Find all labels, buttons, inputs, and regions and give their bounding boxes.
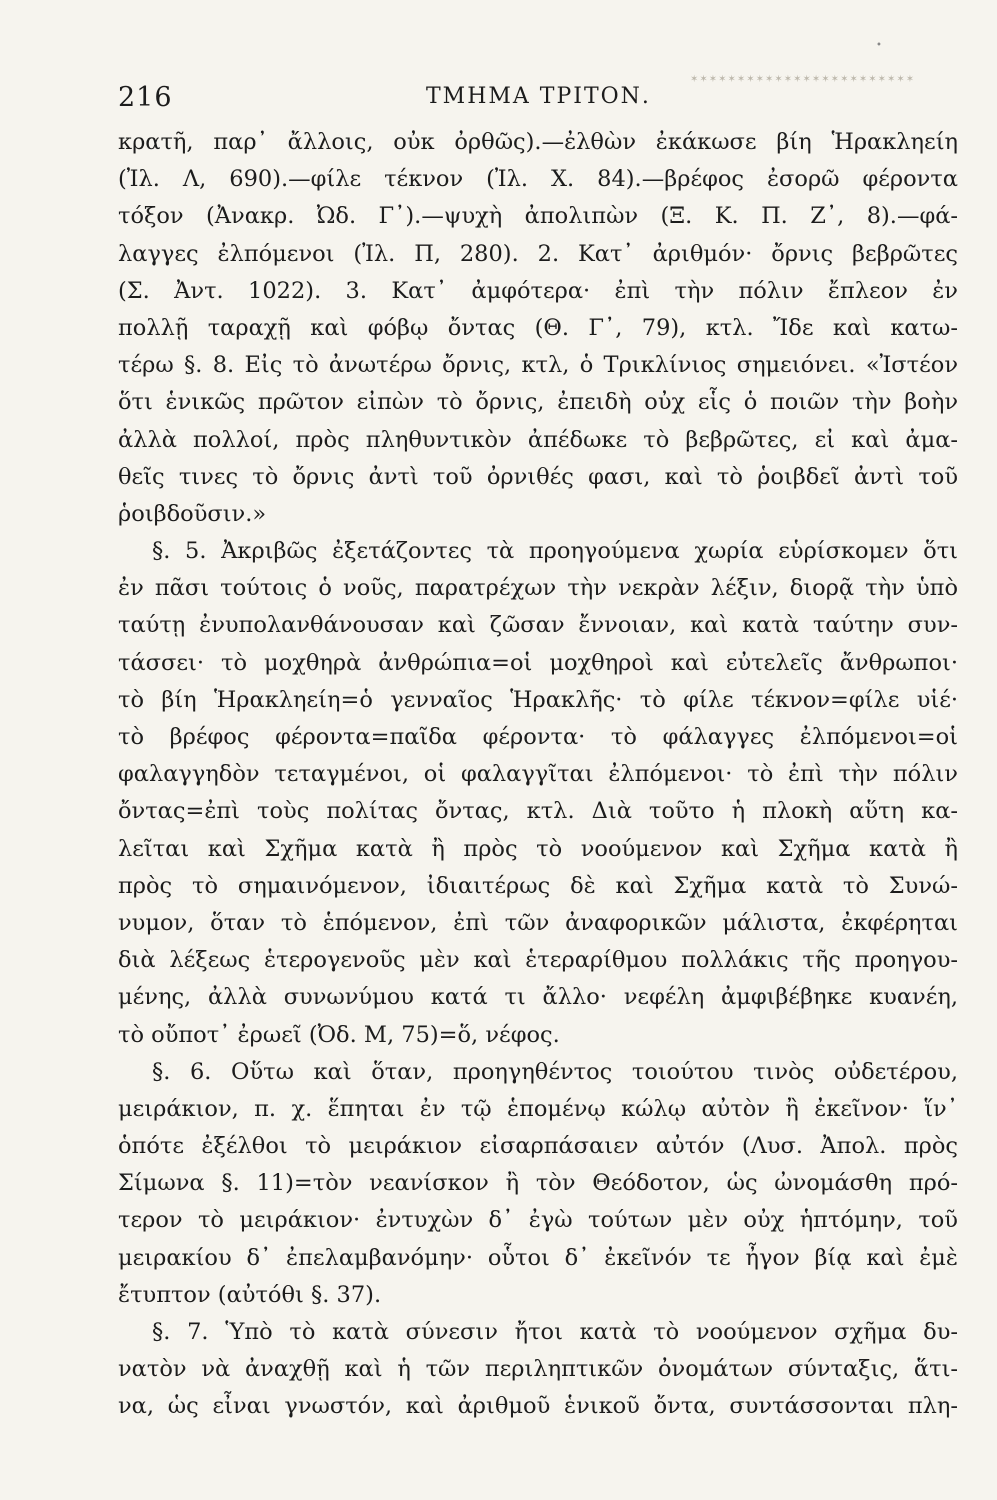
text-line: νατὸν νὰ ἀναχθῇ καὶ ἡ τῶν περιληπτικῶν ὀνομάτων σύνταξις, ἅτι- xyxy=(118,1356,958,1383)
text-line: ἐν πᾶσι τούτοις ὁ νοῦς, παρατρέχων τὴν νεκρὰν λέξιν, διορᾷ τὴν ὑπὸ xyxy=(118,575,958,602)
text-line: τόξον (Ἀνακρ. Ὠδ. Γ᾽).—ψυχὴ ἀπολιπὼν (Ξ. Κ. Π. Ζ᾽, 8).—φά- xyxy=(118,203,958,230)
text-line: ὅτι ἑνικῶς πρῶτον εἰπὼν τὸ ὄρνις, ἐπειδὴ οὐχ εἷς ὁ ποιῶν τὴν βοὴν xyxy=(118,389,958,416)
text-line: τέρω §. 8. Εἰς τὸ ἀνωτέρω ὄρνις, κτλ, ὁ Τρικλίνιος σημειόνει. «Ἰστέον xyxy=(118,352,958,379)
text-line: μειράκιον, π. χ. ἕπηται ἐν τῷ ἑπομένῳ κώλῳ αὐτὸν ἢ ἐκεῖνον· ἵν᾽ xyxy=(118,1095,958,1122)
text-line: ταύτῃ ἐνυπολανθάνουσαν καὶ ζῶσαν ἔννοιαν, καὶ κατὰ ταύτην συν- xyxy=(118,612,958,639)
page-header xyxy=(118,82,958,122)
text-line: πρὸς τὸ σημαινόμενον, ἰδιαιτέρως δὲ καὶ Σχῆμα κατὰ τὸ Συνώ- xyxy=(118,872,958,899)
text-line: τερον τὸ μειράκιον· ἐντυχὼν δ᾽ ἐγὼ τούτων μὲν οὐχ ἡπτόμην, τοῦ xyxy=(118,1207,958,1234)
text-line: Σίμωνα §. 11)=τὸν νεανίσκον ἢ τὸν Θεόδοτον, ὡς ὠνομάσθη πρό- xyxy=(118,1170,958,1197)
running-title: ΤΜΗΜΑ ΤΡΙΤΟΝ. xyxy=(426,84,651,109)
text-line: τὸ βρέφος φέροντα=παῖδα φέροντα· τὸ φάλαγγες ἐλπόμενοι=οἱ xyxy=(118,724,958,750)
text-line: τάσσει· τὸ μοχθηρὰ ἀνθρώπια=οἱ μοχθηροὶ καὶ εὐτελεῖς ἄνθρωποι· xyxy=(118,649,958,676)
text-line: τὸ οὔποτ᾽ ἐρωεῖ (Ὀδ. Μ, 75)=ὅ, νέφος. xyxy=(118,1021,560,1048)
text-line: φαλαγγηδὸν τεταγμένοι, οἱ φαλαγγῖται ἐλπόμενοι· τὸ ἐπὶ τὴν πόλιν xyxy=(118,761,958,788)
bleed-through-ornament: ✶✶✶✶✶✶✶✶✶✶✶✶✶✶✶✶✶✶✶✶✶✶✶✶ xyxy=(690,74,916,85)
text-line: λεῖται καὶ Σχῆμα κατὰ ἢ πρὸς τὸ νοούμενον καὶ Σχῆμα κατὰ ἢ xyxy=(118,835,958,862)
text-line: κρατῆ, παρ᾽ ἄλλοις, οὐκ ὀρθῶς).—ἐλθὼν ἐκάκωσε βίη Ἡρακληείη xyxy=(118,129,958,155)
text-line: λαγγες ἐλπόμενοι (Ἰλ. Π, 280). 2. Κατ᾽ ἀριθμόν· ὄρνις βεβρῶτες xyxy=(118,240,958,267)
section-6-start: §. 6. Οὕτω καὶ ὅταν, προηγηθέντος τοιούτου τινὸς οὐδετέρου, xyxy=(152,1058,958,1085)
text-line: (Σ. Ἀντ. 1022). 3. Κατ᾽ ἀμφότερα· ἐπὶ τὴν πόλιν ἔπλεον ἐν xyxy=(118,277,958,304)
text-line: διὰ λέξεως ἑτερογενοῦς μὲν καὶ ἑτεραρίθμου πολλάκις τῆς προηγου- xyxy=(118,947,958,974)
text-line: (Ἰλ. Λ, 690).—φίλε τέκνον (Ἰλ. Χ. 84).—βρέφος ἐσορῶ φέροντα xyxy=(118,166,958,193)
section-7-start: §. 7. Ὑπὸ τὸ κατὰ σύνεσιν ἤτοι κατὰ τὸ νοούμενον σχῆμα δυ- xyxy=(152,1319,958,1345)
text-line: ὁπότε ἐξέλθοι τὸ μειράκιον εἰσαρπάσαιεν αὐτόν (Λυσ. Ἀπολ. πρὸς xyxy=(118,1133,958,1160)
text-line: μένης, ἀλλὰ συνωνύμου κατά τι ἄλλο· νεφέλη ἀμφιβέβηκε κυανέη, xyxy=(118,984,958,1011)
text-line: ῥοιβδοῦσιν.» xyxy=(118,500,267,527)
text-line: ὄντας=ἐπὶ τοὺς πολίτας ὄντας, κτλ. Διὰ τοῦτο ἡ πλοκὴ αὕτη κα- xyxy=(118,798,958,825)
page-number: 216 xyxy=(118,82,173,113)
body-text xyxy=(118,124,958,1426)
text-line: μειρακίου δ᾽ ἐπελαμβανόμην· οὗτοι δ᾽ ἐκεῖνόν τε ἦγον βίᾳ καὶ ἐμὲ xyxy=(118,1244,958,1271)
text-line: νυμον, ὅταν τὸ ἑπόμενον, ἐπὶ τῶν ἀναφορικῶν μάλιστα, ἐκφέρηται xyxy=(118,909,958,936)
text-line: τὸ βίη Ἡρακληείη=ὁ γενναῖος Ἡρακλῆς· τὸ φίλε τέκνον=φίλε υἱέ· xyxy=(118,686,958,713)
text-line: πολλῇ ταραχῇ καὶ φόβῳ ὄντας (Θ. Γ᾽, 79), κτλ. Ἴδε καὶ κατω- xyxy=(118,314,958,341)
text-line: ἀλλὰ πολλοί, πρὸς πληθυντικὸν ἀπέδωκε τὸ βεβρῶτες, εἰ καὶ ἀμα- xyxy=(118,426,958,453)
section-5-start: §. 5. Ἀκριβῶς ἐξετάζοντες τὰ προηγούμενα χωρία εὑρίσκομεν ὅτι xyxy=(152,538,958,565)
text-line: να, ὡς εἶναι γνωστόν, καὶ ἀριθμοῦ ἑνικοῦ ὄντα, συντάσσονται πλη- xyxy=(118,1393,958,1420)
page-speck: • xyxy=(876,40,882,51)
text-line: θεῖς τινες τὸ ὄρνις ἀντὶ τοῦ ὀρνιθές φασι, καὶ τὸ ῥοιβδεῖ ἀντὶ τοῦ xyxy=(118,463,958,490)
text-line: ἔτυπτον (αὐτόθι §. 37). xyxy=(118,1281,382,1308)
